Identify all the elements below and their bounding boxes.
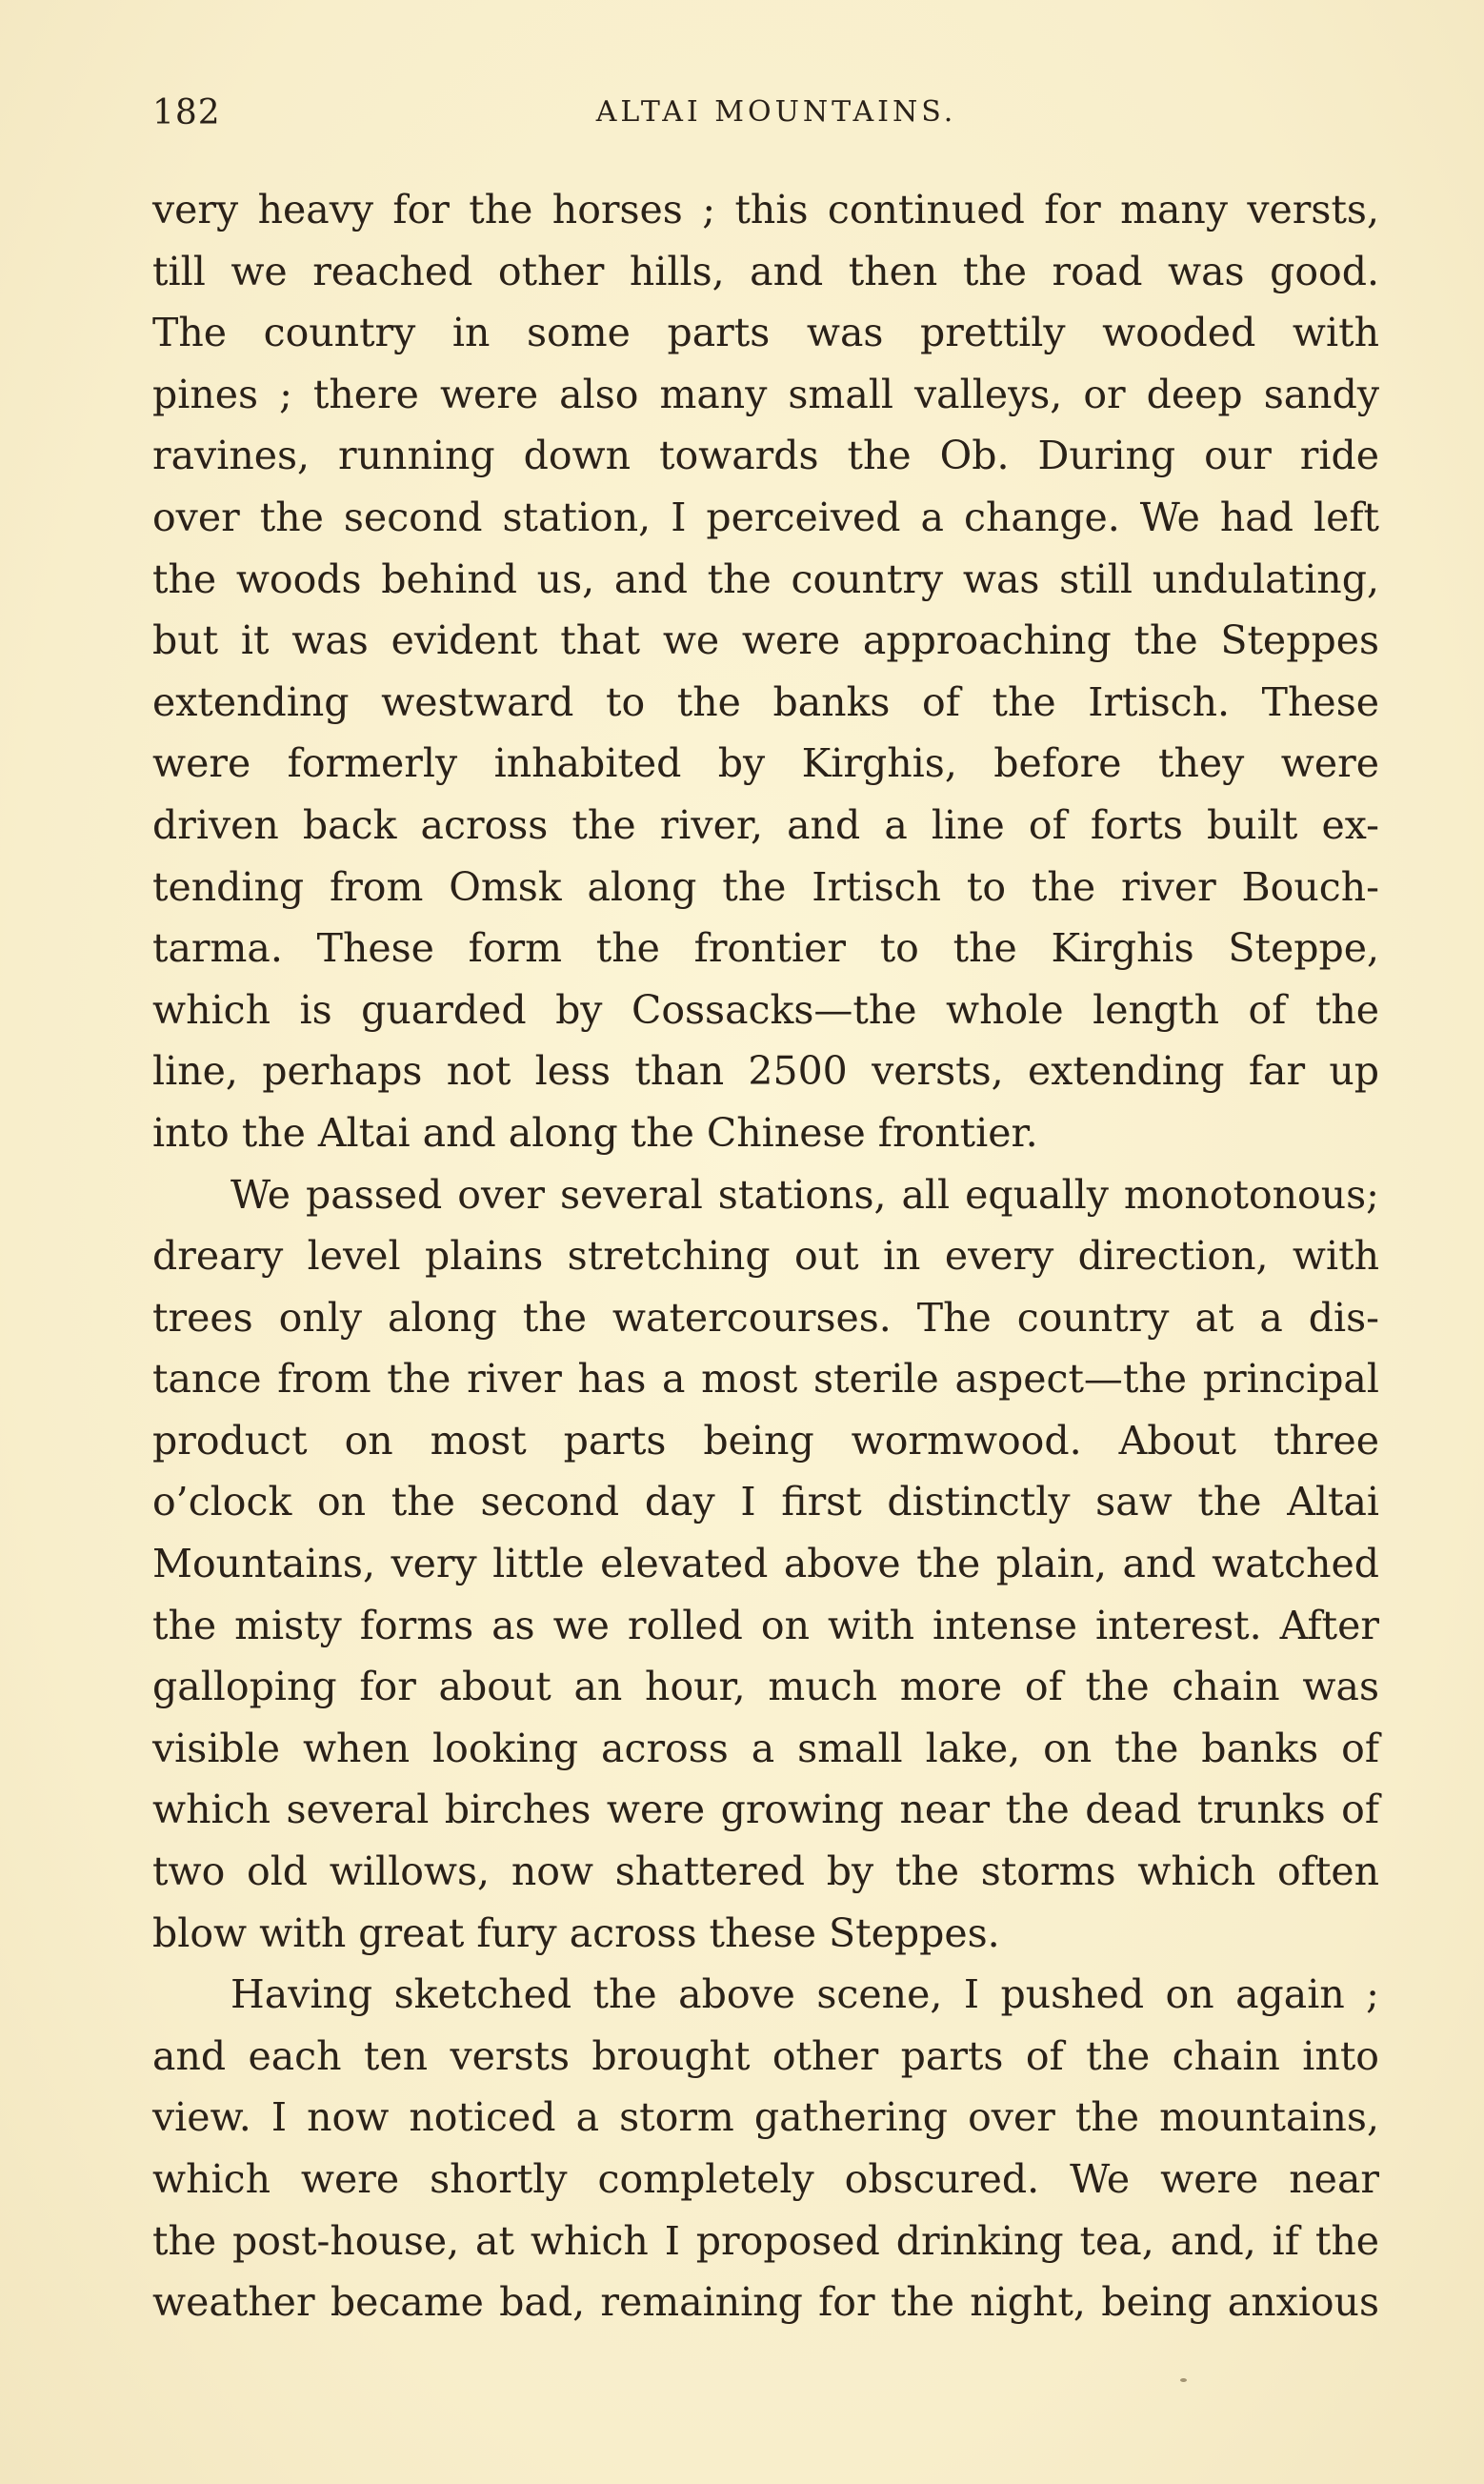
text-line: ravines, running down towards the Ob. During our ride bbox=[152, 433, 1379, 479]
text-line: into the Altai and along the Chinese frontier. bbox=[152, 1109, 1038, 1156]
text-line: which is guarded by Cossacks—the whole length of the bbox=[152, 986, 1379, 1033]
text-line: the misty forms as we rolled on with intense interest. After bbox=[152, 1602, 1379, 1648]
body-text bbox=[152, 179, 1379, 2333]
text-line: weather became bad, remaining for the night, being anxious bbox=[152, 2279, 1379, 2326]
text-line: and each ten versts brought other parts of the chain into bbox=[152, 2032, 1379, 2079]
text-line: view. I now noticed a storm gathering over the mountains, bbox=[152, 2094, 1379, 2141]
text-line: galloping for about an hour, much more of the chain was bbox=[152, 1664, 1379, 1710]
paragraph bbox=[152, 179, 1379, 1164]
running-head: ALTAI MOUNTAINS. bbox=[595, 95, 957, 129]
text-line: We passed over several stations, all equally monotonous; bbox=[231, 1171, 1379, 1218]
text-line: were formerly inhabited by Kirghis, before they were bbox=[152, 740, 1379, 787]
text-line: driven back across the river, and a line of forts built ex- bbox=[152, 801, 1379, 848]
paragraph bbox=[152, 1164, 1379, 1965]
text-line: tance from the river has a most sterile aspect—the principal bbox=[152, 1356, 1379, 1403]
text-line: which several birches were growing near the dead trunks of bbox=[152, 1787, 1379, 1833]
text-line: till we reached other hills, and then the road was good. bbox=[152, 248, 1379, 294]
text-line: two old willows, now shattered by the storms which often bbox=[152, 1848, 1379, 1895]
text-line: tarma. These form the frontier to the Kirghis Steppe, bbox=[152, 925, 1379, 972]
text-line: blow with great fury across these Steppes. bbox=[152, 1909, 1000, 1956]
text-line: visible when looking across a small lake, on the banks of bbox=[152, 1725, 1379, 1771]
text-line: dreary level plains stretching out in every direction, with bbox=[152, 1233, 1379, 1280]
text-line: extending westward to the banks of the Irtisch. These bbox=[152, 678, 1379, 725]
page-header bbox=[152, 93, 1381, 141]
text-line: Having sketched the above scene, I pushed on again ; bbox=[231, 1971, 1379, 2018]
text-line: the woods behind us, and the country was still undulating, bbox=[152, 555, 1379, 602]
text-line: very heavy for the horses ; this continued for many versts, bbox=[152, 187, 1379, 232]
text-line: which were shortly completely obscured. We were near bbox=[152, 2156, 1379, 2202]
text-line: The country in some parts was prettily wooded with bbox=[152, 310, 1379, 356]
text-line: line, perhaps not less than 2500 versts, extending far up bbox=[152, 1048, 1379, 1095]
text-line: pines ; there were also many small valleys, or deep sandy bbox=[152, 371, 1379, 417]
paragraph bbox=[152, 1964, 1379, 2333]
text-line: o’clock on the second day I first distinctly saw the Altai bbox=[152, 1479, 1379, 1525]
text-line: tending from Omsk along the Irtisch to the river Bouch- bbox=[152, 863, 1379, 910]
page-number: 182 bbox=[152, 93, 221, 132]
text-line: product on most parts being wormwood. About three bbox=[152, 1417, 1379, 1464]
text-line: trees only along the watercourses. The country at a dis- bbox=[152, 1294, 1379, 1341]
text-line: but it was evident that we were approaching the Steppes bbox=[152, 617, 1379, 664]
text-line: Mountains, very little elevated above the plain, and watched bbox=[152, 1541, 1379, 1587]
text-line: over the second station, I perceived a change. We had left bbox=[152, 494, 1379, 540]
text-line: the post-house, at which I proposed drinking tea, and, if the bbox=[152, 2217, 1379, 2264]
paper-speck bbox=[1180, 2378, 1187, 2382]
